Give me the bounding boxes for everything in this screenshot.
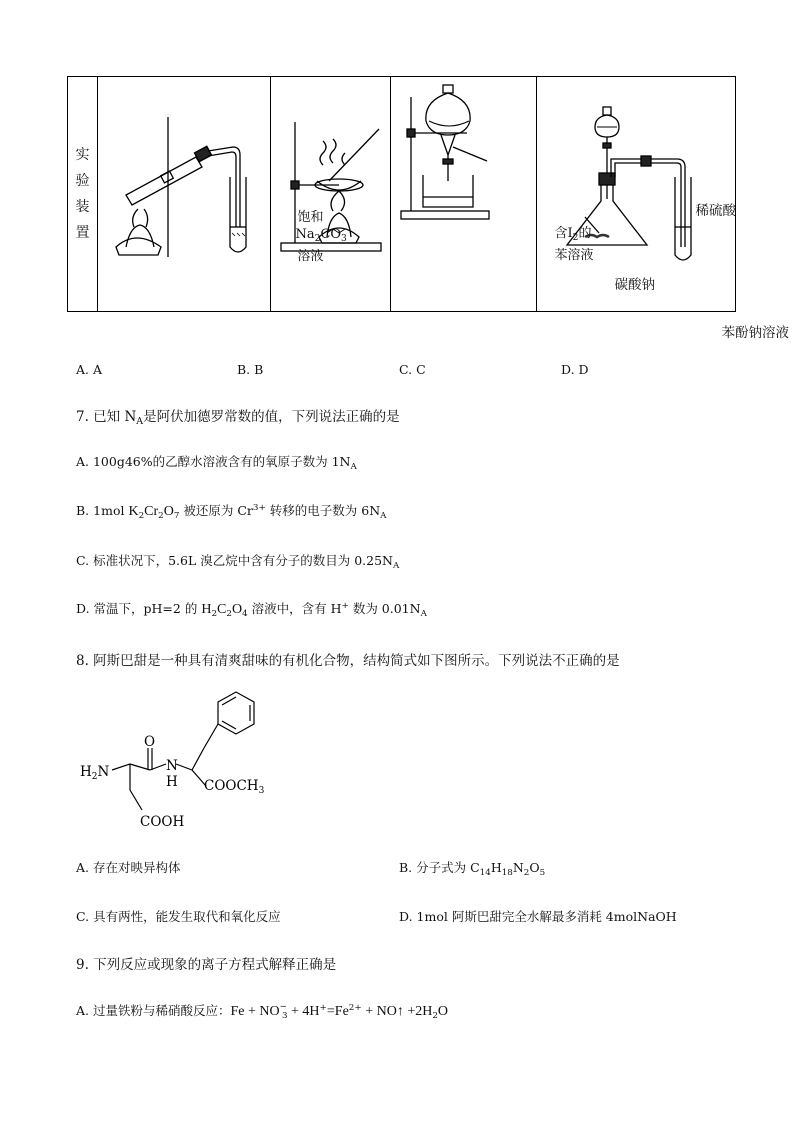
q8-b-2: 2 xyxy=(523,868,530,878)
apparatus-label-cell xyxy=(68,77,98,312)
a-na-sub: 2 xyxy=(314,233,321,244)
q6-option-a: A. A xyxy=(76,362,103,377)
label-char: 实 xyxy=(75,147,90,163)
q9-eq5: O xyxy=(437,1004,449,1019)
q8-b-5: 5 xyxy=(539,868,546,878)
q7-c-text: C. 标准状况下，5.6L 溴乙烷中含有分子的数目为 0.25N xyxy=(76,553,393,568)
q6-option-c: C. C xyxy=(399,362,426,377)
separatory-funnel-diagram xyxy=(391,77,537,307)
q7-b-cr: Cr xyxy=(144,504,159,519)
q7-stem-b: 是阿伏加德罗常数的值，下列说法正确的是 xyxy=(143,409,400,425)
c-han: 含I xyxy=(554,225,573,241)
struct-cooch3: $COOCH_3$ xyxy=(204,778,265,796)
q7-b-b: 被还原为 Cr xyxy=(179,503,253,518)
d-phenoxide-label: 苯酚钠溶液 xyxy=(721,324,789,341)
q7-c-sub: A xyxy=(392,561,400,571)
q9-eq1-sub: 3 xyxy=(281,1011,288,1021)
evaporation-apparatus-diagram xyxy=(271,77,391,307)
q7-stem-sub: A xyxy=(136,416,144,427)
q7-d-o: O xyxy=(231,602,243,617)
struct-o: O xyxy=(144,734,156,750)
a-label-line3: 溶液 xyxy=(297,248,324,264)
q6-option-d: D. D xyxy=(561,362,589,377)
q7-d-c: C xyxy=(217,602,227,617)
q8-b-14: 14 xyxy=(479,868,491,878)
q8-b-18: 18 xyxy=(501,868,513,878)
d-carbonate-label: 碳酸钠 xyxy=(614,276,655,293)
q9-eq2-sup: + xyxy=(319,1003,327,1013)
q7-d-h2: 2 xyxy=(211,609,218,619)
q8-option-d: D. 1mol 阿斯巴甜完全水解最多消耗 4molNaOH xyxy=(399,909,677,924)
label-char: 置 xyxy=(75,225,90,241)
q9-eq1: Fe + NO xyxy=(230,1004,280,1019)
q7-d-c2: 2 xyxy=(226,609,232,619)
q7-a-text: A. 100g46%的乙醇水溶液含有的氧原子数为 1N xyxy=(76,454,351,469)
q7-d-h: H xyxy=(201,602,212,617)
apparatus-c-cell xyxy=(391,77,594,312)
a-label xyxy=(296,209,347,265)
q9-eq4: + NO↑ +2H xyxy=(361,1004,433,1019)
c-label-line2: 苯溶液 xyxy=(554,247,594,263)
q7-stem-a: 7. 已知 N xyxy=(76,409,137,425)
q8-stem: 8. 阿斯巴甜是一种具有清爽甜味的有机化合物，结构简式如下图所示。下列说法不正确的是 xyxy=(76,653,620,669)
q9-eq3-sup: 2+ xyxy=(348,1003,362,1013)
q9-eq1-sup: − xyxy=(279,1002,287,1012)
q7-b-k2: 2 xyxy=(138,511,145,521)
q9-eq3: =Fe xyxy=(326,1004,349,1019)
q7-d-b: 溶液中，含有 H xyxy=(247,601,342,616)
label-char: 验 xyxy=(75,173,90,189)
q8-option-a: A. 存在对映异构体 xyxy=(76,860,181,875)
c-label-line1 xyxy=(555,225,594,247)
struct-h2n: $H_2N$ xyxy=(80,764,110,782)
q9-a-a: A. 过量铁粉与稀硝酸反应： xyxy=(76,1003,231,1018)
q7-b-sub: A xyxy=(380,511,387,521)
q8-b-h: H xyxy=(490,860,502,875)
q7-b-o7: 7 xyxy=(173,511,180,521)
q7-option-d xyxy=(76,599,427,619)
struct-n: N xyxy=(166,758,178,774)
q7-stem xyxy=(76,405,400,427)
q7-b-c: 转移的电子数为 6N xyxy=(265,503,381,518)
apparatus-a-cell xyxy=(98,77,347,312)
q7-b-sup: 3+ xyxy=(252,503,266,513)
q7-d-o4: 4 xyxy=(242,609,248,619)
a-label-line1: 饱和 xyxy=(297,209,324,225)
aspartame-structure-diagram xyxy=(76,688,296,838)
a-label-line2 xyxy=(296,226,347,248)
q7-b-k: K xyxy=(128,504,139,519)
q7-b-a: B. 1mol xyxy=(76,503,129,518)
c-de: 的 xyxy=(578,225,592,241)
q9-eq4-sub: 2 xyxy=(432,1011,438,1021)
a-co: CO xyxy=(320,226,342,242)
q8-b-n: N xyxy=(512,860,524,875)
c-i2-sub: 2 xyxy=(572,232,579,243)
q9-stem: 9. 下列反应或现象的离子方程式解释正确是 xyxy=(76,957,337,973)
label-char: 装 xyxy=(75,199,90,215)
q7-d-sub: A xyxy=(420,609,427,619)
q7-option-c xyxy=(76,551,399,571)
q7-d-sup: + xyxy=(341,601,349,611)
q8-option-c: C. 具有两性，能发生取代和氧化反应 xyxy=(76,909,281,924)
q8-option-b xyxy=(399,858,545,878)
q8-b-a: B. 分子式为 C xyxy=(399,860,480,875)
struct-cooh: COOH xyxy=(140,814,185,830)
q6-option-b: B. B xyxy=(237,362,264,377)
q7-d-ctext: 数为 0.01N xyxy=(348,601,421,616)
q7-b-o: O xyxy=(163,504,174,519)
a-co-sub: 3 xyxy=(341,233,347,244)
apparatus-table xyxy=(67,76,789,341)
apparatus-d-cell xyxy=(537,77,789,341)
esterification-apparatus-diagram xyxy=(98,77,271,307)
q7-d-a: D. 常温下，pH=2 的 xyxy=(76,601,202,616)
q8-b-o: O xyxy=(529,860,540,875)
c-label xyxy=(555,225,594,265)
q7-option-a xyxy=(76,452,357,472)
q7-a-sub: A xyxy=(350,462,357,472)
q9-eq2: + 4H xyxy=(287,1004,320,1019)
q9-option-a xyxy=(76,1001,448,1021)
q7-b-cr2: 2 xyxy=(158,511,164,521)
d-acid-label: 稀硫酸 xyxy=(695,202,736,219)
q7-option-b xyxy=(76,501,387,521)
struct-h: H xyxy=(166,774,178,790)
a-na: Na xyxy=(295,226,315,242)
apparatus-b-cell xyxy=(271,77,391,312)
